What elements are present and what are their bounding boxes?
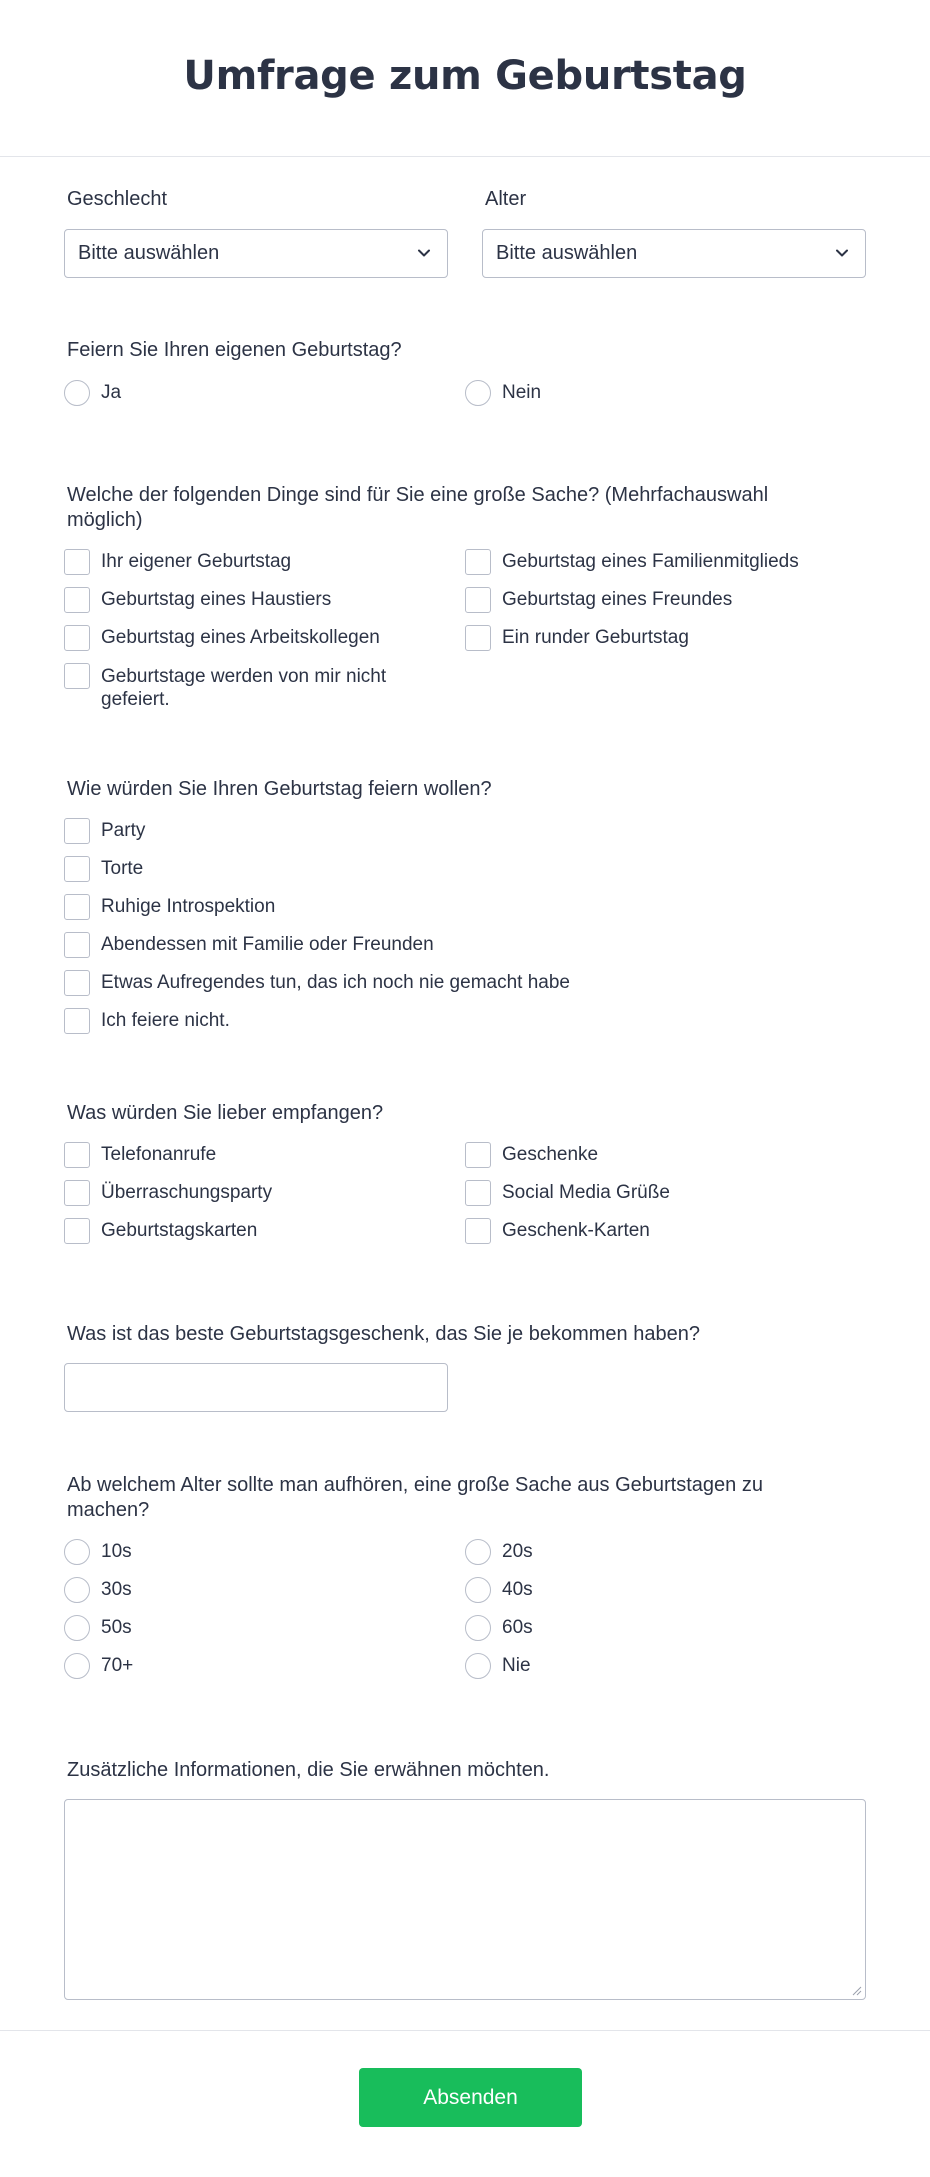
checkbox-colleague-birthday-label: Geburtstag eines Arbeitskollegen — [101, 627, 380, 648]
celebrate-own-label: Feiern Sie Ihren eigenen Geburtstag? — [67, 339, 402, 361]
radio-40s-label: 40s — [502, 1579, 533, 1600]
checkbox-friend-birthday-label: Geburtstag eines Freundes — [502, 589, 733, 610]
checkbox-family-birthday[interactable] — [465, 549, 491, 575]
checkbox-own-birthday[interactable] — [64, 549, 90, 575]
radio-10s[interactable] — [64, 1539, 90, 1565]
checkbox-no-celebration-label-line1: Geburtstage werden von mir nicht — [101, 666, 387, 687]
radio-ja[interactable] — [64, 380, 90, 406]
radio-30s[interactable] — [64, 1577, 90, 1603]
best-gift-input[interactable] — [64, 1363, 448, 1412]
radio-70plus[interactable] — [64, 1653, 90, 1679]
chevron-down-icon — [415, 244, 433, 262]
radio-10s-label: 10s — [101, 1541, 132, 1562]
checkbox-phone-calls[interactable] — [64, 1142, 90, 1168]
checkbox-round-birthday[interactable] — [465, 625, 491, 651]
radio-nein-label: Nein — [502, 382, 542, 403]
resize-grip-icon[interactable] — [850, 1984, 862, 1996]
checkbox-surprise-party-label: Überraschungsparty — [101, 1182, 273, 1203]
submit-button[interactable]: Absenden — [359, 2068, 582, 2127]
age-select-value: Bitte auswählen — [496, 242, 638, 264]
checkbox-cards[interactable] — [64, 1218, 90, 1244]
checkbox-party-label: Party — [101, 820, 146, 841]
checkbox-social-media[interactable] — [465, 1180, 491, 1206]
checkbox-party[interactable] — [64, 818, 90, 844]
radio-20s[interactable] — [465, 1539, 491, 1565]
checkbox-no-celebration[interactable] — [64, 663, 90, 689]
big-deal-label-line1: Welche der folgenden Dinge sind für Sie eine große Sache? (Mehrfachauswahl — [67, 484, 769, 506]
checkbox-dinner-label: Abendessen mit Familie oder Freunden — [101, 934, 434, 955]
checkbox-torte-label: Torte — [101, 858, 144, 879]
gender-select-value: Bitte auswählen — [78, 242, 220, 264]
receive-label: Was würden Sie lieber empfangen? — [67, 1102, 384, 1124]
additional-textarea[interactable] — [64, 1799, 866, 2000]
checkbox-gifts-label: Geschenke — [502, 1144, 599, 1165]
checkbox-friend-birthday[interactable] — [465, 587, 491, 613]
radio-60s-label: 60s — [502, 1617, 533, 1638]
radio-40s[interactable] — [465, 1577, 491, 1603]
checkbox-colleague-birthday[interactable] — [64, 625, 90, 651]
checkbox-surprise-party[interactable] — [64, 1180, 90, 1206]
checkbox-introspection[interactable] — [64, 894, 90, 920]
radio-30s-label: 30s — [101, 1579, 132, 1600]
radio-70plus-label: 70+ — [101, 1655, 134, 1676]
checkbox-exciting[interactable] — [64, 970, 90, 996]
stop-age-label-line2: machen? — [67, 1499, 150, 1521]
checkbox-no-celebrate[interactable] — [64, 1008, 90, 1034]
radio-20s-label: 20s — [502, 1541, 533, 1562]
checkbox-gift-cards-label: Geschenk-Karten — [502, 1220, 650, 1241]
checkbox-torte[interactable] — [64, 856, 90, 882]
checkbox-family-birthday-label: Geburtstag eines Familienmitglieds — [502, 551, 799, 572]
how-celebrate-label: Wie würden Sie Ihren Geburtstag feiern wollen? — [67, 778, 492, 800]
additional-label: Zusätzliche Informationen, die Sie erwähnen möchten. — [67, 1759, 550, 1781]
checkbox-round-birthday-label: Ein runder Geburtstag — [502, 627, 689, 648]
checkbox-no-celebrate-label: Ich feiere nicht. — [101, 1010, 230, 1031]
checkbox-exciting-label: Etwas Aufregendes tun, das ich noch nie gemacht habe — [101, 972, 570, 993]
form-header — [0, 0, 930, 157]
age-select[interactable] — [482, 229, 866, 278]
checkbox-phone-calls-label: Telefonanrufe — [101, 1144, 217, 1165]
checkbox-own-birthday-label: Ihr eigener Geburtstag — [101, 551, 292, 572]
stop-age-label-line1: Ab welchem Alter sollte man aufhören, eine große Sache aus Geburtstagen zu — [67, 1474, 763, 1496]
radio-nie-label: Nie — [502, 1655, 531, 1676]
checkbox-no-celebration-label-line2: gefeiert. — [101, 689, 170, 710]
big-deal-label-line2: möglich) — [67, 509, 143, 531]
gender-select[interactable] — [64, 229, 448, 278]
checkbox-gifts[interactable] — [465, 1142, 491, 1168]
checkbox-cards-label: Geburtstagskarten — [101, 1220, 258, 1241]
chevron-down-icon — [833, 244, 851, 262]
best-gift-label: Was ist das beste Geburtstagsgeschenk, das Sie je bekommen haben? — [67, 1323, 700, 1345]
radio-50s[interactable] — [64, 1615, 90, 1641]
radio-nein[interactable] — [465, 380, 491, 406]
footer-divider — [0, 2030, 930, 2031]
checkbox-gift-cards[interactable] — [465, 1218, 491, 1244]
radio-nie[interactable] — [465, 1653, 491, 1679]
checkbox-social-media-label: Social Media Grüße — [502, 1182, 670, 1203]
checkbox-pet-birthday-label: Geburtstag eines Haustiers — [101, 589, 332, 610]
age-label: Alter — [485, 188, 527, 210]
form-title: Umfrage zum Geburtstag — [183, 53, 747, 99]
checkbox-dinner[interactable] — [64, 932, 90, 958]
checkbox-pet-birthday[interactable] — [64, 587, 90, 613]
gender-label: Geschlecht — [67, 188, 168, 210]
checkbox-introspection-label: Ruhige Introspektion — [101, 896, 276, 917]
radio-50s-label: 50s — [101, 1617, 132, 1638]
radio-ja-label: Ja — [101, 382, 122, 403]
radio-60s[interactable] — [465, 1615, 491, 1641]
